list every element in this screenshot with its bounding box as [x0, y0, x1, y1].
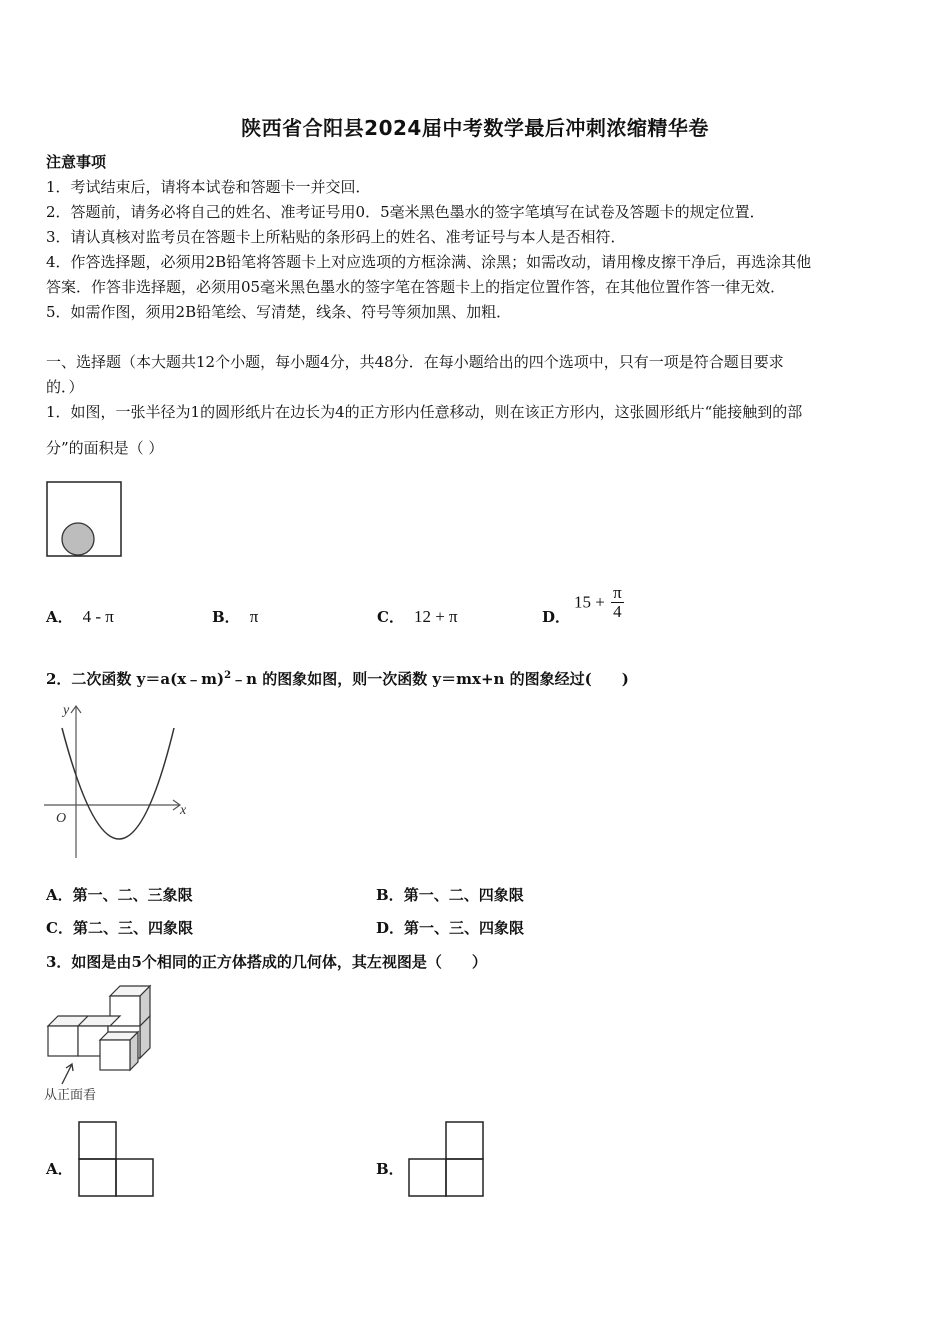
q1-option-d-text: 15 +	[574, 592, 605, 612]
cube-front-1	[48, 1026, 78, 1056]
q1-option-c[interactable]	[377, 606, 458, 627]
notice-item-4: 4．作答选择题，必须用2B铅笔将答题卡上对应选项的方框涂满、涂黑；如需改动，请用橡皮擦干净后，再选涂其他	[46, 253, 812, 271]
q2-parabola-graph	[40, 700, 200, 862]
q2-option-b[interactable]	[376, 884, 524, 905]
q2-option-a-text: 第一、二、三象限	[72, 886, 193, 904]
q2-option-a-key: A．	[46, 886, 73, 904]
q1-option-a-text: 4 - π	[82, 607, 114, 626]
q3-option-b-key: B．	[376, 1160, 404, 1178]
q1-option-d-expr[interactable]	[574, 584, 624, 621]
q1-stem-line2: 分”的面积是（ ）	[46, 439, 164, 457]
notice-heading: 注意事项	[46, 153, 107, 171]
cube-row-top-faces	[48, 1016, 120, 1026]
q1-option-a-key: A．	[46, 608, 73, 626]
q2-stem-post: ﹣n 的图象如图，则一次函数 y＝mx+n 的图象经过( )	[231, 670, 629, 688]
q2-option-d-key: D．	[376, 919, 405, 937]
q2-stem-exponent: 2	[224, 670, 232, 681]
notice-item-2: 2．答题前，请务必将自己的姓名、准考证号用0．5毫米黑色墨水的签字笔填写在试卷及答题卡的规定位置．	[46, 203, 765, 221]
q1-circle	[62, 523, 94, 555]
q1-option-b-text: π	[249, 607, 259, 626]
q2-option-c[interactable]	[46, 917, 193, 938]
q2-option-b-key: B．	[376, 886, 404, 904]
q3-view-caption: 从正面看	[44, 1088, 97, 1103]
q1-option-d-denominator: 4	[613, 602, 622, 621]
parabola-curve	[62, 728, 174, 839]
cube-front-protrude	[100, 1032, 138, 1070]
q1-option-a[interactable]	[46, 606, 114, 627]
notice-item-1: 1．考试结束后，请将本试卷和答题卡一并交回．	[46, 178, 371, 196]
q2-option-c-text: 第二、三、四象限	[72, 919, 193, 937]
notice-item-5: 5．如需作图，须用2B铅笔绘、写清楚，线条、符号等须加黑、加粗．	[46, 303, 512, 321]
section-heading-line2: 的．）	[46, 378, 84, 396]
q2-option-b-text: 第一、二、四象限	[403, 886, 524, 904]
q1-option-d-fraction	[611, 584, 624, 621]
q1-option-c-text: 12 + π	[413, 607, 458, 626]
q2-option-d[interactable]	[376, 917, 524, 938]
q2-option-a[interactable]	[46, 884, 193, 905]
q1-option-d-numerator: π	[613, 583, 622, 602]
q2-option-d-text: 第一、三、四象限	[404, 919, 525, 937]
notice-item-3: 3．请认真核对监考员在答题卡上所粘贴的条形码上的姓名、准考证号与本人是否相符．	[46, 228, 626, 246]
q2-option-c-key: C．	[46, 919, 73, 937]
q3-option-b[interactable]	[376, 1158, 404, 1179]
notice-item-4-cont: 答案．作答非选择题，必须用05毫米黑色墨水的签字笔在答题卡上的指定位置作答，在其他位置作答一律无效．	[46, 278, 786, 296]
page-title: 陕西省合阳县2024届中考数学最后冲刺浓缩精华卷	[241, 116, 709, 140]
q1-figure	[46, 481, 126, 561]
q3-option-a[interactable]	[46, 1158, 73, 1179]
q2-stem	[46, 666, 629, 689]
q1-option-c-key: C．	[377, 608, 404, 626]
graph-label-origin: O	[56, 811, 67, 826]
q3-option-a-figure[interactable]	[78, 1121, 158, 1197]
section-heading-line1: 一、选择题（本大题共12个小题，每小题4分，共48分．在每小题给出的四个选项中，只有一项是符合题目要求	[46, 353, 784, 371]
q3-option-a-key: A．	[46, 1160, 73, 1178]
q1-option-b[interactable]	[212, 606, 258, 627]
q1-stem-line1: 1．如图，一张半径为1的圆形纸片在边长为4的正方形内任意移动，则在该正方形内，这张圆形纸片“能接触到的部	[46, 403, 803, 421]
q2-stem-pre: 2．二次函数 y＝a(x﹣m)	[46, 670, 225, 688]
q1-option-d-key: D．	[542, 608, 571, 626]
q3-stem: 3．如图是由5个相同的正方体搭成的几何体，其左视图是（ ）	[46, 953, 487, 971]
graph-label-x: x	[180, 803, 187, 818]
graph-label-y: y	[63, 703, 70, 718]
q1-option-b-key: B．	[212, 608, 240, 626]
q3-option-b-figure[interactable]	[408, 1121, 488, 1197]
